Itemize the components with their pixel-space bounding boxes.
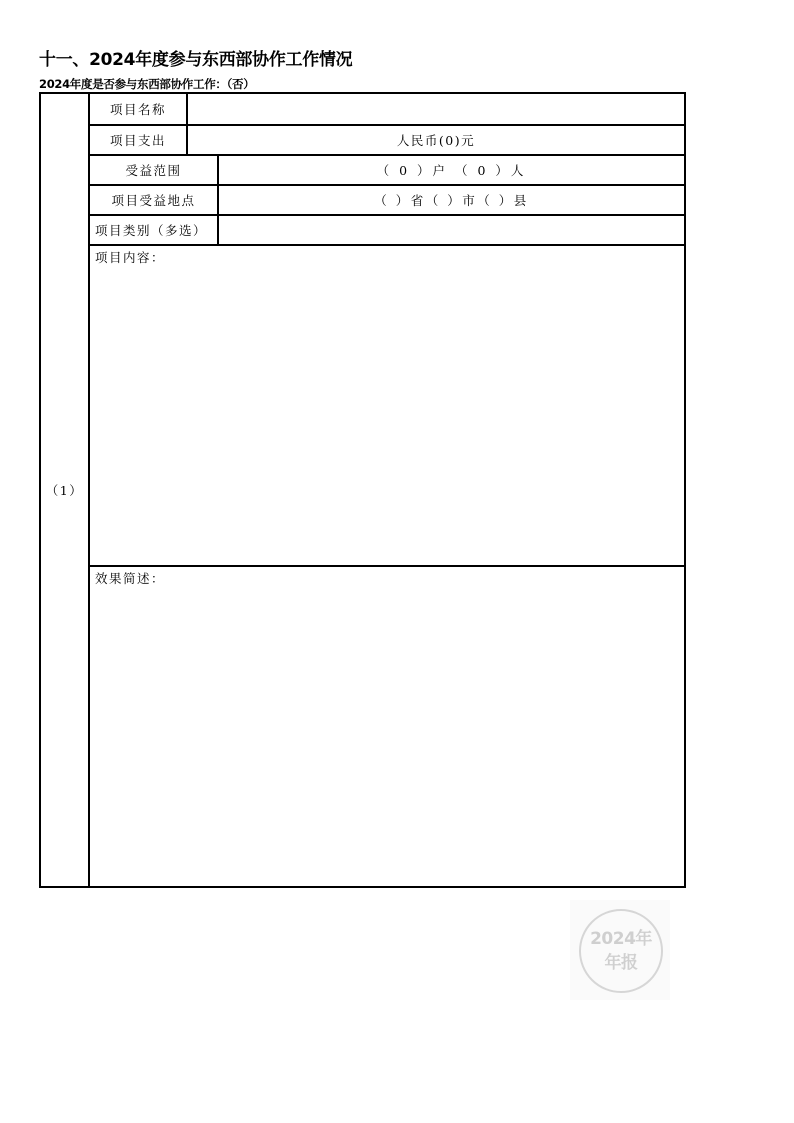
annual-report-watermark bbox=[570, 900, 670, 1000]
project-name-value[interactable] bbox=[188, 94, 684, 124]
row-index: （1） bbox=[45, 483, 84, 498]
project-name-label: 项目名称 bbox=[109, 102, 166, 117]
beneficiary-location-value[interactable]: （ ）省（ ）市（ ）县 bbox=[374, 193, 529, 208]
project-content-label: 项目内容： bbox=[95, 250, 166, 265]
beneficiary-scope-label: 受益范围 bbox=[125, 163, 182, 178]
project-category-value[interactable] bbox=[219, 216, 684, 244]
project-expense-label: 项目支出 bbox=[109, 133, 166, 148]
project-category-label: 项目类别（多选） bbox=[95, 223, 208, 238]
watermark-line2: 年报 bbox=[604, 953, 638, 973]
section-title: 十一、2024年度参与东西部协作工作情况 bbox=[39, 50, 353, 70]
beneficiary-scope-value[interactable]: （ 0 ）户 （ 0 ）人 bbox=[376, 163, 527, 178]
collaboration-table bbox=[39, 92, 686, 888]
project-expense-value[interactable]: 人民币(0)元 bbox=[396, 133, 476, 148]
watermark-circle bbox=[579, 909, 663, 993]
participation-question: 2024年度是否参与东西部协作工作：（否） bbox=[39, 77, 255, 91]
effect-summary-label: 效果简述： bbox=[95, 571, 166, 586]
watermark-line1: 2024年 bbox=[590, 929, 652, 949]
beneficiary-location-label: 项目受益地点 bbox=[111, 193, 196, 208]
